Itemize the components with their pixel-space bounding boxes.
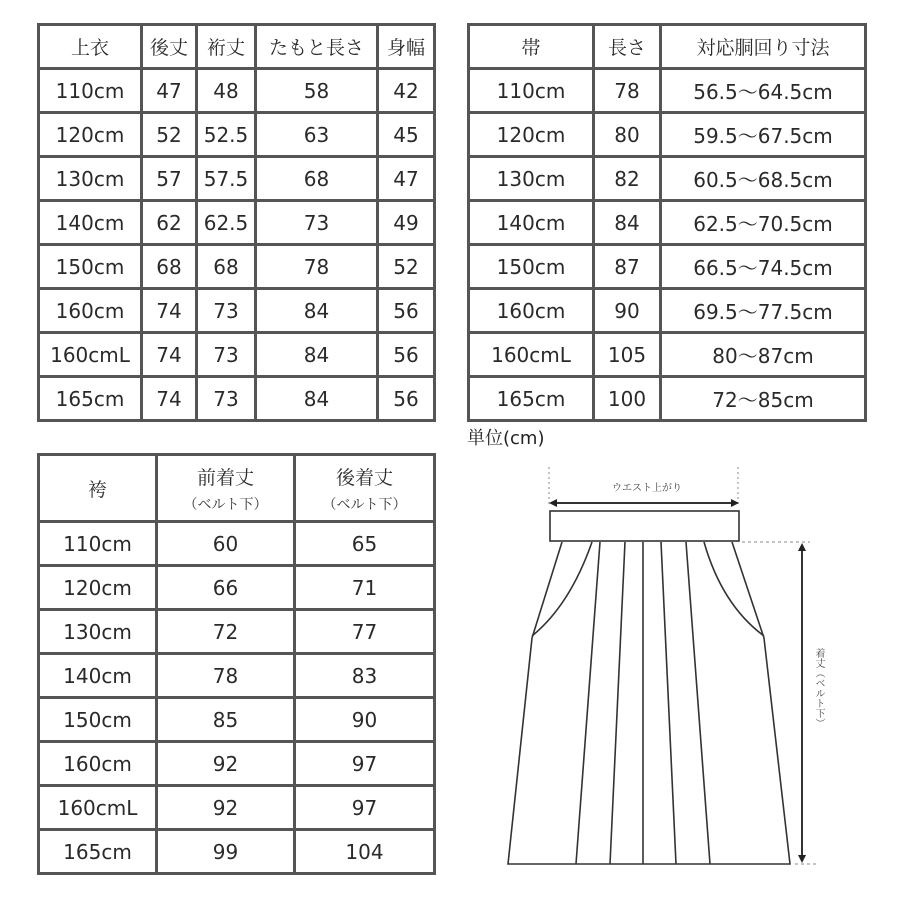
header-cell: たもと長さ	[256, 25, 378, 69]
table-row	[469, 113, 866, 157]
value-cell: 73	[197, 333, 256, 377]
size-cell: 150cm	[39, 698, 157, 742]
value-cell: 60	[157, 522, 295, 566]
header-main: 前着丈	[196, 466, 254, 489]
value-cell: 57	[142, 157, 197, 201]
size-cell: 130cm	[469, 157, 594, 201]
table-row	[39, 289, 435, 333]
header-main: 袴	[87, 478, 107, 501]
header-cell: 身幅	[378, 25, 435, 69]
size-cell: 160cmL	[469, 333, 594, 377]
value-cell: 78	[594, 69, 661, 113]
value-cell: 68	[142, 245, 197, 289]
value-cell: 56.5〜64.5cm	[661, 69, 866, 113]
table-row	[39, 830, 435, 874]
header-cell: 裄丈	[197, 25, 256, 69]
table-row	[469, 157, 866, 201]
size-cell: 120cm	[39, 113, 142, 157]
value-cell: 99	[157, 830, 295, 874]
table-header-row	[469, 25, 866, 69]
value-cell: 104	[295, 830, 435, 874]
size-cell: 110cm	[39, 69, 142, 113]
value-cell: 84	[594, 201, 661, 245]
size-cell: 140cm	[39, 654, 157, 698]
value-cell: 66.5〜74.5cm	[661, 245, 866, 289]
value-cell: 68	[197, 245, 256, 289]
belt-size-table	[467, 23, 867, 422]
size-cell: 130cm	[39, 610, 157, 654]
table-row	[39, 610, 435, 654]
header-cell: 対応胴回り寸法	[661, 25, 866, 69]
value-cell: 97	[295, 786, 435, 830]
value-cell: 72〜85cm	[661, 377, 866, 421]
size-cell: 110cm	[39, 522, 157, 566]
value-cell: 62.5〜70.5cm	[661, 201, 866, 245]
size-cell: 160cmL	[39, 333, 142, 377]
size-cell: 165cm	[39, 830, 157, 874]
value-cell: 105	[594, 333, 661, 377]
table-row	[469, 201, 866, 245]
size-cell: 150cm	[39, 245, 142, 289]
table-row	[39, 786, 435, 830]
value-cell: 92	[157, 742, 295, 786]
table-row	[39, 113, 435, 157]
size-cell: 150cm	[469, 245, 594, 289]
value-cell: 42	[378, 69, 435, 113]
header-cell: 上衣	[39, 25, 142, 69]
header-main: 後着丈	[335, 466, 393, 489]
value-cell: 56	[378, 333, 435, 377]
size-cell: 120cm	[469, 113, 594, 157]
size-cell: 140cm	[39, 201, 142, 245]
value-cell: 52.5	[197, 113, 256, 157]
size-cell: 160cm	[39, 742, 157, 786]
value-cell: 58	[256, 69, 378, 113]
value-cell: 49	[378, 201, 435, 245]
value-cell: 52	[378, 245, 435, 289]
value-cell: 45	[378, 113, 435, 157]
table-row	[469, 245, 866, 289]
table-row	[469, 289, 866, 333]
value-cell: 73	[256, 201, 378, 245]
size-cell: 160cm	[39, 289, 142, 333]
value-cell: 63	[256, 113, 378, 157]
value-cell: 73	[197, 377, 256, 421]
value-cell: 83	[295, 654, 435, 698]
table-row	[39, 742, 435, 786]
header-cell: 長さ	[594, 25, 661, 69]
table-row	[469, 69, 866, 113]
value-cell: 87	[594, 245, 661, 289]
value-cell: 90	[295, 698, 435, 742]
value-cell: 72	[157, 610, 295, 654]
size-cell: 165cm	[469, 377, 594, 421]
table-row	[39, 654, 435, 698]
value-cell: 69.5〜77.5cm	[661, 289, 866, 333]
value-cell: 59.5〜67.5cm	[661, 113, 866, 157]
table-row	[39, 69, 435, 113]
size-cell: 110cm	[469, 69, 594, 113]
value-cell: 48	[197, 69, 256, 113]
size-cell: 160cmL	[39, 786, 157, 830]
value-cell: 74	[142, 377, 197, 421]
size-cell: 140cm	[469, 201, 594, 245]
value-cell: 78	[157, 654, 295, 698]
value-cell: 73	[197, 289, 256, 333]
value-cell: 84	[256, 377, 378, 421]
table-row	[469, 333, 866, 377]
value-cell: 57.5	[197, 157, 256, 201]
value-cell: 77	[295, 610, 435, 654]
length-label: 着丈（ベルト下）	[813, 648, 824, 728]
value-cell: 85	[157, 698, 295, 742]
value-cell: 56	[378, 289, 435, 333]
value-cell: 82	[594, 157, 661, 201]
value-cell: 100	[594, 377, 661, 421]
value-cell: 74	[142, 333, 197, 377]
value-cell: 80	[594, 113, 661, 157]
value-cell: 97	[295, 742, 435, 786]
size-cell: 160cm	[469, 289, 594, 333]
header-cell	[39, 455, 157, 522]
header-cell	[295, 455, 435, 522]
table-row	[39, 522, 435, 566]
value-cell: 84	[256, 333, 378, 377]
hakama-size-table	[37, 453, 436, 875]
value-cell: 47	[142, 69, 197, 113]
table-row	[39, 566, 435, 610]
value-cell: 68	[256, 157, 378, 201]
table-row	[469, 377, 866, 421]
table-row	[39, 698, 435, 742]
value-cell: 65	[295, 522, 435, 566]
value-cell: 84	[256, 289, 378, 333]
table-row	[39, 201, 435, 245]
value-cell: 71	[295, 566, 435, 610]
table-header-row	[39, 25, 435, 69]
value-cell: 62	[142, 201, 197, 245]
size-cell: 130cm	[39, 157, 142, 201]
value-cell: 62.5	[197, 201, 256, 245]
value-cell: 90	[594, 289, 661, 333]
value-cell: 78	[256, 245, 378, 289]
value-cell: 56	[378, 377, 435, 421]
header-cell	[157, 455, 295, 522]
value-cell: 60.5〜68.5cm	[661, 157, 866, 201]
header-cell: 帯	[469, 25, 594, 69]
value-cell: 80〜87cm	[661, 333, 866, 377]
value-cell: 47	[378, 157, 435, 201]
header-sub: （ベルト下）	[183, 496, 268, 513]
value-cell: 52	[142, 113, 197, 157]
value-cell: 66	[157, 566, 295, 610]
unit-label: 単位(cm)	[467, 428, 545, 449]
table-row	[39, 377, 435, 421]
table-header-row	[39, 455, 435, 522]
size-cell: 120cm	[39, 566, 157, 610]
table-row	[39, 245, 435, 289]
size-cell: 165cm	[39, 377, 142, 421]
jacket-size-table	[37, 23, 436, 422]
waist-label: ウエスト上がり	[612, 483, 682, 494]
table-row	[39, 157, 435, 201]
value-cell: 92	[157, 786, 295, 830]
header-cell: 後丈	[142, 25, 197, 69]
header-sub: （ベルト下）	[322, 496, 407, 513]
value-cell: 74	[142, 289, 197, 333]
table-row	[39, 333, 435, 377]
